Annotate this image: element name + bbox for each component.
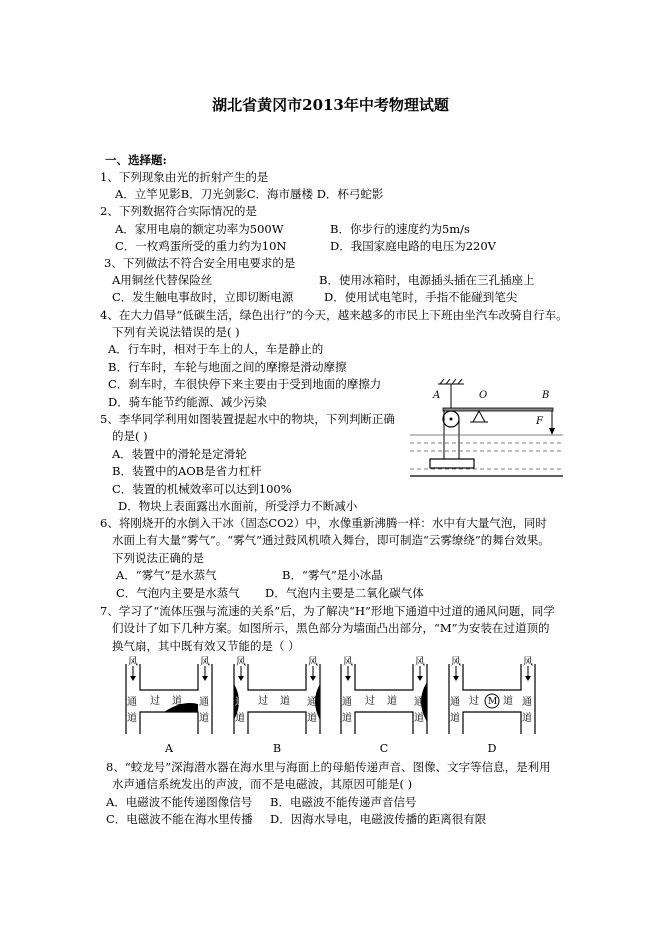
tunnel-label: 通	[522, 697, 532, 708]
tunnel-label: 道	[342, 713, 352, 724]
label-a: A	[433, 390, 441, 401]
q7-stem-cont: 们设计了如下几种方案。如图所示，黑色部分为墙面凸出部分，“M”为安装在过道顶的	[112, 621, 550, 635]
figure-caption-b: B	[272, 742, 282, 755]
section-heading: 一、选择题:	[105, 153, 167, 167]
passage-label: 过	[150, 696, 160, 707]
passage-label: 过	[365, 696, 375, 707]
q7-stem-cont2: 换气扇，其中既有效又节能的是（ ）	[112, 639, 300, 653]
q3-stem: 3、下列做法不符合安全用电要求的是	[104, 256, 296, 270]
q6-stem: 6、将刚烧开的水倒入干冰（固态CO2）中，水像重新沸腾一样：水中有大量气泡，同时	[100, 516, 547, 530]
q5-stem: 5、李华同学利用如图装置提起水中的物块，下列判断正确	[100, 412, 395, 426]
h-tunnel-figure-d	[443, 657, 541, 738]
q4-option-a: A．行车时，相对于车上的人，车是静止的	[108, 342, 324, 356]
q5-option-d: D．物块上表面露出水面前，所受浮力不断减小	[118, 499, 358, 513]
tunnel-label: 道	[235, 713, 245, 724]
q3-option-b: B．使用冰箱时，电源插头插在三孔插座上	[319, 273, 535, 287]
q4-stem: 4、在大力倡导“低碳生活，绿色出行”的今天，越来越多的市民上下班由坐汽车改骑自行车。	[100, 308, 568, 322]
wind-label: 风	[451, 657, 461, 668]
q6-option-d: D．气泡内主要是二氧化碳气体	[265, 586, 424, 600]
label-f: F	[536, 416, 543, 427]
passage-label: 道	[280, 696, 290, 707]
page-title: 湖北省黄冈市2013年中考物理试题	[212, 96, 449, 114]
q5-stem-cont: 的是( )	[112, 429, 148, 443]
tunnel-label: 通	[342, 697, 352, 708]
q2-option-b: B．你步行的速度约为5m/s	[330, 222, 470, 236]
q6-option-b: B．“雾气”是小冰晶	[282, 568, 383, 582]
h-tunnel-figure-c	[335, 657, 433, 738]
wind-label: 风	[343, 657, 353, 668]
passage-label: 道	[387, 696, 397, 707]
q5-option-a: A．装置中的滑轮是定滑轮	[112, 447, 247, 461]
wind-label: 风	[415, 657, 425, 668]
q2-stem: 2、下列数据符合实际情况的是	[100, 204, 257, 218]
tunnel-label: 通	[307, 697, 317, 708]
tunnel-label: 通	[450, 697, 460, 708]
passage-label: 过	[469, 696, 479, 707]
label-b: B	[542, 390, 550, 401]
q4-option-b: B．行车时，车轮与地面之间的摩擦是滑动摩擦	[108, 360, 347, 374]
label-o: O	[479, 390, 488, 401]
tunnel-label: 通	[235, 697, 245, 708]
h-tunnel-figure-a	[120, 657, 218, 738]
wind-label: 风	[523, 657, 533, 668]
wind-label: 风	[200, 657, 210, 668]
fan-m-label: M	[488, 697, 498, 707]
q3-option-c: C．发生触电事故时，立即切断电源	[112, 290, 294, 304]
passage-label: 道	[172, 696, 182, 707]
wind-label: 风	[308, 657, 318, 668]
q7-stem: 7、学习了“流体压强与流速的关系”后，为了解决“H”形地下通道中过道的通风问题，同学	[100, 604, 555, 618]
q6-option-a: A．“雾气”是水蒸气	[116, 568, 217, 582]
tunnel-label: 道	[127, 713, 137, 724]
q8-option-b: B．电磁波不能传递声音信号	[270, 795, 417, 809]
q6-option-c: C．气泡内主要是水蒸气	[116, 586, 240, 600]
passage-label: 过	[258, 696, 268, 707]
tunnel-label: 道	[414, 713, 424, 724]
tunnel-label: 通	[199, 697, 209, 708]
q5-option-c: C．装置的机械效率可以达到100%	[112, 482, 292, 496]
wind-label: 风	[128, 657, 138, 668]
q1-stem: 1、下列现象由光的折射产生的是	[100, 170, 269, 184]
q1-options: A．立竿见影B．刀光剑影C．海市蜃楼 D．杯弓蛇影	[115, 187, 384, 201]
q2-option-d: D．我国家庭电路的电压为220V	[330, 239, 496, 253]
tunnel-label: 道	[450, 713, 460, 724]
q8-option-a: A．电磁波不能传递图像信号	[106, 795, 253, 809]
tunnel-label: 道	[199, 713, 209, 724]
q4-option-c: C．刹车时，车很快停下来主要由于受到地面的摩擦力	[108, 377, 382, 391]
q2-option-c: C．一枚鸡蛋所受的重力约为10N	[115, 239, 287, 253]
q6-stem-cont: 水面上有大量“雾气”。“雾气”通过鼓风机喷入舞台，即可制造“云雾缭绕”的舞台效果。	[112, 533, 550, 547]
q8-option-d: D．因海水导电，电磁波传播的距离很有限	[270, 812, 487, 826]
q8-option-c: C．电磁波不能在海水里传播	[106, 812, 253, 826]
q8-stem-cont: 水声通信系统发出的声波，而不是电磁波，其原因可能是( )	[112, 777, 413, 791]
wind-label: 风	[236, 657, 246, 668]
q3-option-d: D．使用试电笔时，手指不能碰到笔尖	[324, 290, 518, 304]
figure-caption-c: C	[379, 742, 389, 755]
q5-option-b: B．装置中的AOB是省力杠杆	[112, 464, 262, 478]
tunnel-label: 通	[414, 697, 424, 708]
tunnel-label: 道	[522, 713, 532, 724]
q3-option-a: A用铜丝代替保险丝	[112, 273, 213, 287]
passage-label: 道	[503, 696, 513, 707]
q8-stem: 8、“蛟龙号”深海潜水器在海水里与海面上的母船传递声音、图像、文字等信息，是利用	[106, 760, 551, 774]
q2-option-a: A．家用电扇的额定功率为500W	[115, 222, 284, 236]
q4-stem-cont: 下列有关说法错误的是( )	[112, 325, 240, 339]
figure-caption-d: D	[487, 742, 497, 755]
tunnel-label: 通	[127, 697, 137, 708]
q6-stem-cont2: 下列说法正确的是	[112, 551, 204, 565]
figure-caption-a: A	[165, 742, 173, 755]
h-tunnel-figure-b	[228, 657, 326, 738]
q4-option-d: D．骑车能节约能源、减少污染	[108, 395, 267, 409]
tunnel-label: 道	[307, 713, 317, 724]
